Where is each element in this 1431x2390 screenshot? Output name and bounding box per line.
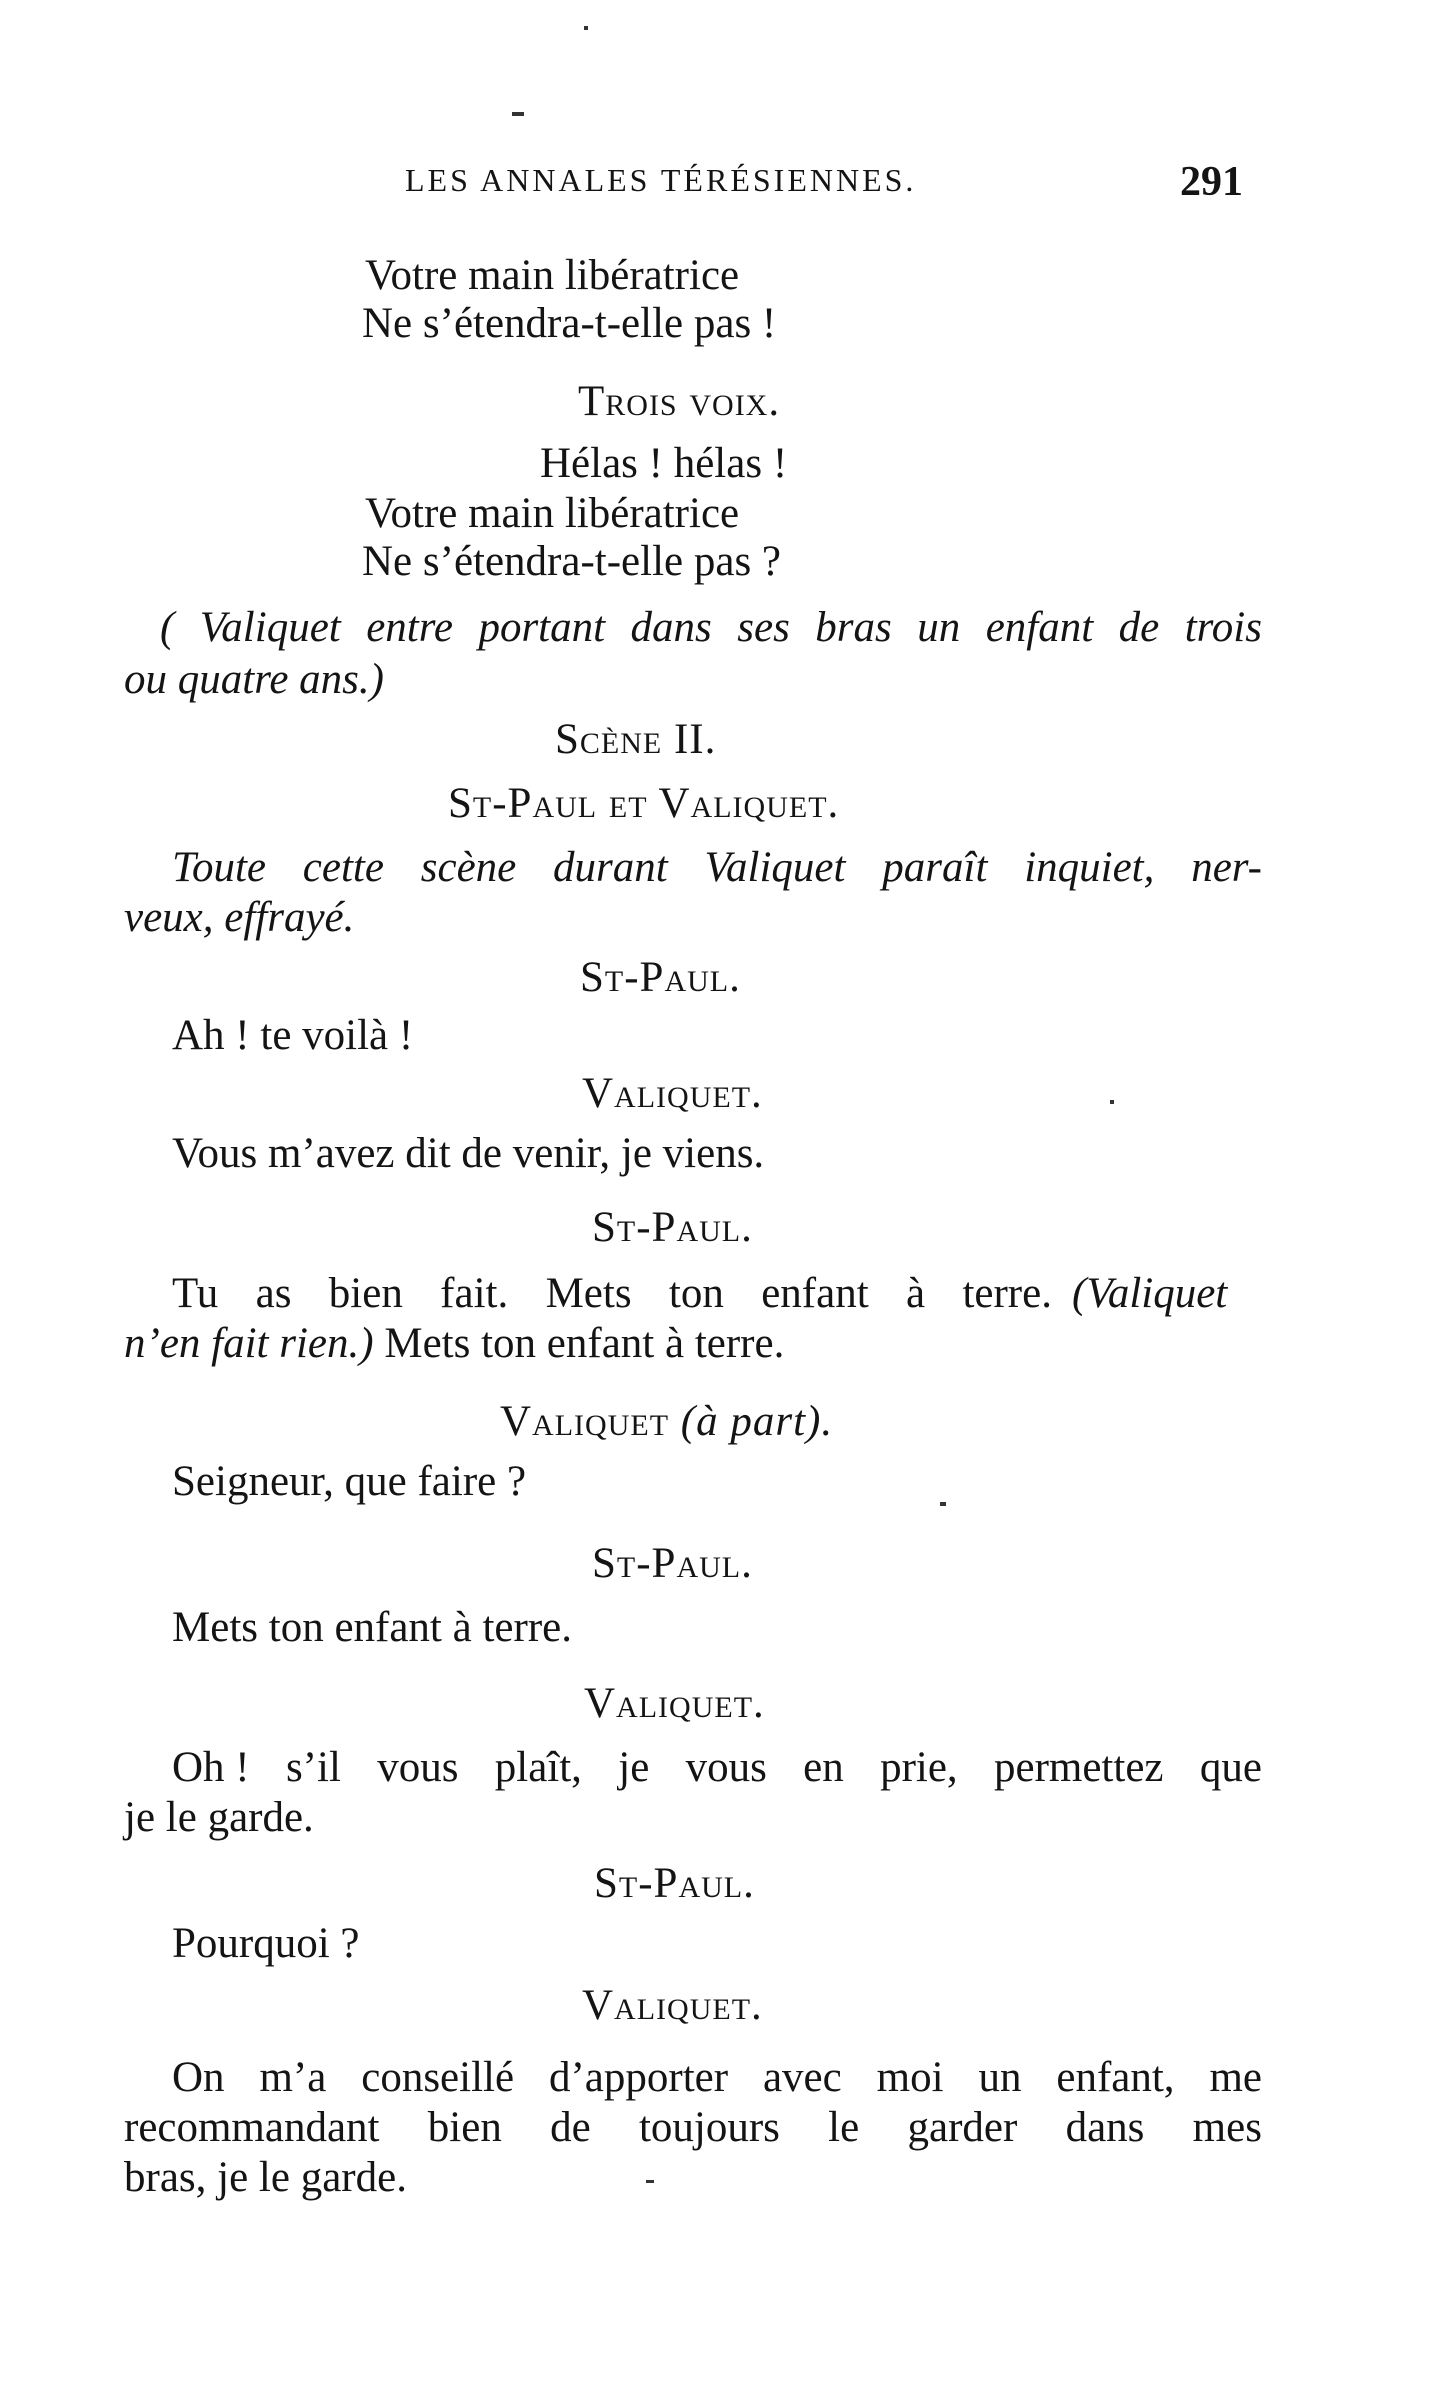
- print-speck: [646, 2180, 654, 2183]
- dialogue-word: avec: [762, 2054, 842, 2101]
- stage-direction: n’en fait rien.): [124, 1320, 374, 1367]
- dialogue-word: d’apporter: [548, 2054, 729, 2101]
- stage-word: portant: [478, 604, 606, 651]
- print-speck: [512, 112, 524, 116]
- dialogue-word: de: [550, 2104, 591, 2151]
- dialogue-word: On: [172, 2054, 225, 2101]
- dialogue-word: en: [803, 1744, 844, 1791]
- speaker-name: St-Paul.: [592, 1204, 753, 1251]
- dialogue-word: Oh !: [172, 1744, 250, 1791]
- verse-line: Ne s’étendra-t-elle pas !: [362, 300, 777, 347]
- stage-direction: veux, effrayé.: [124, 894, 355, 941]
- stage-word: entre: [366, 604, 453, 651]
- speaker-name: Valiquet.: [584, 1680, 765, 1727]
- stage-word: Valiquet: [704, 844, 846, 891]
- verse-line: Hélas ! hélas !: [540, 440, 788, 487]
- dialogue-line: [124, 1320, 784, 1368]
- dialogue-line: Vous m’avez dit de venir, je viens.: [172, 1130, 765, 1177]
- scene-title: Scène II.: [555, 716, 717, 763]
- dialogue-line: [172, 2054, 1262, 2102]
- dialogue-word: enfant,: [1056, 2054, 1175, 2101]
- dialogue-line: Mets ton enfant à terre.: [172, 1604, 572, 1651]
- stage-direction: [172, 844, 1262, 892]
- verse-line: Votre main libératrice: [365, 490, 740, 537]
- dialogue-line: [172, 1744, 1262, 1792]
- dialogue-word: je: [618, 1744, 650, 1791]
- speaker-name: [500, 1398, 833, 1446]
- dialogue-line: Ah ! te voilà !: [172, 1012, 414, 1059]
- dialogue-word: à: [906, 1270, 926, 1317]
- dialogue-word: me: [1209, 2054, 1262, 2101]
- dialogue-word: bien: [427, 2104, 502, 2151]
- speaker-name: St-Paul.: [580, 954, 741, 1001]
- stage-word: cette: [302, 844, 384, 891]
- print-speck: [584, 26, 588, 30]
- dialogue-word: fait.: [440, 1270, 509, 1317]
- dialogue-line: Pourquoi ?: [172, 1920, 360, 1967]
- dialogue-word: terre.: [962, 1270, 1052, 1317]
- dialogue-word: moi: [876, 2054, 944, 2101]
- stage-word: Valiquet: [199, 604, 341, 651]
- speaker-name: St-Paul.: [594, 1860, 755, 1907]
- stage-word: ses: [737, 604, 790, 651]
- stage-word: paraît: [882, 844, 988, 891]
- dialogue-word: s’il: [285, 1744, 341, 1791]
- stage-word: trois: [1184, 604, 1262, 651]
- dialogue-word: ton: [668, 1270, 724, 1317]
- dialogue-line: [172, 1270, 1052, 1318]
- dialogue-word: que: [1199, 1744, 1262, 1791]
- stage-word: bras: [815, 604, 892, 651]
- speaker-name: Valiquet.: [582, 1982, 763, 2029]
- dialogue-word: recommandant: [124, 2104, 380, 2151]
- stage-word: (: [160, 604, 175, 651]
- speaker-name: St-Paul.: [592, 1540, 753, 1587]
- dialogue-word: toujours: [638, 2104, 780, 2151]
- stage-word: dans: [630, 604, 712, 651]
- dialogue-word: permettez: [993, 1744, 1164, 1791]
- dialogue-line: [124, 2104, 1262, 2152]
- print-speck: [1110, 1100, 1114, 1104]
- stage-direction: [160, 604, 1262, 652]
- stage-direction: (Valiquet: [1072, 1270, 1228, 1317]
- dialogue-word: prie,: [880, 1744, 958, 1791]
- stage-word: scène: [420, 844, 517, 891]
- dialogue-text: Mets ton enfant à terre.: [373, 1320, 785, 1367]
- dialogue-word: Tu: [172, 1270, 219, 1317]
- stage-word: Toute: [172, 844, 266, 891]
- speaker-name: Trois voix.: [578, 378, 781, 425]
- dialogue-word: vous: [377, 1744, 459, 1791]
- dialogue-line: je le garde.: [124, 1794, 314, 1841]
- verse-line: Votre main libératrice: [365, 252, 740, 299]
- page-number: 291: [1180, 159, 1243, 205]
- running-title: LES ANNALES TÉRÉSIENNES.: [405, 162, 917, 198]
- dialogue-word: le: [828, 2104, 860, 2151]
- speaker-label: Valiquet: [500, 1398, 670, 1445]
- stage-direction: ou quatre ans.): [124, 656, 384, 703]
- print-speck: [940, 1502, 946, 1506]
- stage-aside: (à part).: [680, 1398, 834, 1445]
- speaker-name: Valiquet.: [582, 1070, 763, 1117]
- stage-word: inquiet,: [1024, 844, 1155, 891]
- stage-word: un: [917, 604, 961, 651]
- dialogue-word: plaît,: [494, 1744, 582, 1791]
- verse-line: Ne s’étendra-t-elle pas ?: [362, 538, 782, 585]
- dialogue-line: bras, je le garde.: [124, 2154, 407, 2201]
- stage-word: ner-: [1191, 844, 1262, 891]
- dialogue-word: un: [978, 2054, 1022, 2101]
- dialogue-word: enfant: [761, 1270, 869, 1317]
- dialogue-word: Mets: [545, 1270, 632, 1317]
- dialogue-word: mes: [1192, 2104, 1262, 2151]
- stage-word: enfant: [985, 604, 1094, 651]
- scene-characters: St-Paul et Valiquet.: [448, 780, 840, 827]
- dialogue-word: conseillé: [361, 2054, 515, 2101]
- dialogue-word: vous: [685, 1744, 767, 1791]
- dialogue-line: Seigneur, que faire ?: [172, 1458, 527, 1505]
- dialogue-word: dans: [1065, 2104, 1145, 2151]
- dialogue-word: bien: [328, 1270, 403, 1317]
- dialogue-word: as: [255, 1270, 292, 1317]
- stage-word: durant: [553, 844, 668, 891]
- dialogue-word: garder: [907, 2104, 1018, 2151]
- stage-word: de: [1118, 604, 1160, 651]
- dialogue-word: m’a: [259, 2054, 327, 2101]
